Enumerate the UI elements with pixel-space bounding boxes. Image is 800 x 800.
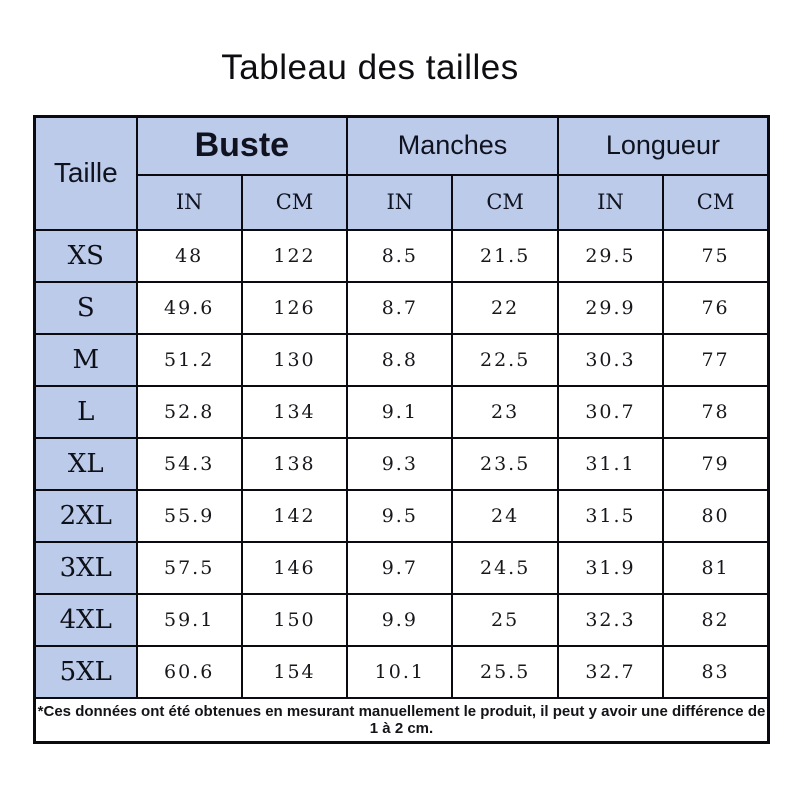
- size-label: XS: [35, 230, 137, 282]
- unit-header-row: [35, 175, 769, 230]
- group-header-row: [35, 117, 769, 175]
- measurement-cell: 60.6: [137, 646, 242, 698]
- measurement-cell: 8.8: [347, 334, 452, 386]
- measurement-cell: 78: [663, 386, 768, 438]
- measurement-cell: 77: [663, 334, 768, 386]
- size-chart-header: [35, 117, 769, 230]
- table-row: [35, 438, 769, 490]
- measurement-cell: 23.5: [452, 438, 557, 490]
- measurement-cell: 8.7: [347, 282, 452, 334]
- table-row: [35, 646, 769, 698]
- measurement-cell: 22.5: [452, 334, 557, 386]
- table-row: [35, 230, 769, 282]
- measurement-cell: 59.1: [137, 594, 242, 646]
- table-row: [35, 282, 769, 334]
- measurement-cell: 80: [663, 490, 768, 542]
- measurement-cell: 32.3: [558, 594, 663, 646]
- size-label: XL: [35, 438, 137, 490]
- measurement-cell: 146: [242, 542, 347, 594]
- measurement-cell: 31.5: [558, 490, 663, 542]
- size-rows: [35, 230, 769, 698]
- unit-header-longueur-cm: CM: [663, 175, 768, 230]
- unit-header-manches-cm: CM: [452, 175, 557, 230]
- measurement-cell: 24.5: [452, 542, 557, 594]
- measurement-cell: 76: [663, 282, 768, 334]
- measurement-cell: 32.7: [558, 646, 663, 698]
- group-header-manches: Manches: [347, 117, 558, 175]
- taille-corner-header: Taille: [35, 117, 137, 230]
- measurement-disclaimer: *Ces données ont été obtenues en mesurant manuellement le produit, il peut y avoir une différence de 1 à 2 cm.: [35, 698, 769, 743]
- size-label: L: [35, 386, 137, 438]
- measurement-cell: 21.5: [452, 230, 557, 282]
- measurement-cell: 83: [663, 646, 768, 698]
- measurement-cell: 54.3: [137, 438, 242, 490]
- size-label: 2XL: [35, 490, 137, 542]
- table-row: [35, 594, 769, 646]
- size-label: 4XL: [35, 594, 137, 646]
- measurement-cell: 9.3: [347, 438, 452, 490]
- measurement-cell: 57.5: [137, 542, 242, 594]
- measurement-cell: 22: [452, 282, 557, 334]
- table-row: [35, 542, 769, 594]
- measurement-cell: 126: [242, 282, 347, 334]
- measurement-cell: 29.9: [558, 282, 663, 334]
- measurement-cell: 51.2: [137, 334, 242, 386]
- measurement-cell: 154: [242, 646, 347, 698]
- size-label: 5XL: [35, 646, 137, 698]
- measurement-cell: 9.9: [347, 594, 452, 646]
- unit-header-buste-cm: CM: [242, 175, 347, 230]
- measurement-cell: 52.8: [137, 386, 242, 438]
- size-chart-footer: [35, 698, 769, 743]
- measurement-cell: 24: [452, 490, 557, 542]
- measurement-cell: 25.5: [452, 646, 557, 698]
- measurement-cell: 31.1: [558, 438, 663, 490]
- measurement-cell: 150: [242, 594, 347, 646]
- footnote-row: [35, 698, 769, 743]
- measurement-cell: 75: [663, 230, 768, 282]
- group-header-longueur: Longueur: [558, 117, 769, 175]
- measurement-cell: 30.7: [558, 386, 663, 438]
- size-label: 3XL: [35, 542, 137, 594]
- measurement-cell: 9.7: [347, 542, 452, 594]
- measurement-cell: 23: [452, 386, 557, 438]
- measurement-cell: 122: [242, 230, 347, 282]
- measurement-cell: 9.1: [347, 386, 452, 438]
- measurement-cell: 134: [242, 386, 347, 438]
- measurement-cell: 9.5: [347, 490, 452, 542]
- size-chart-table: [33, 115, 770, 744]
- unit-header-longueur-in: IN: [558, 175, 663, 230]
- table-row: [35, 334, 769, 386]
- measurement-cell: 30.3: [558, 334, 663, 386]
- measurement-cell: 49.6: [137, 282, 242, 334]
- table-row: [35, 386, 769, 438]
- measurement-cell: 31.9: [558, 542, 663, 594]
- measurement-cell: 130: [242, 334, 347, 386]
- table-row: [35, 490, 769, 542]
- size-label: M: [35, 334, 137, 386]
- page-title: Tableau des tailles: [221, 48, 519, 87]
- unit-header-manches-in: IN: [347, 175, 452, 230]
- measurement-cell: 8.5: [347, 230, 452, 282]
- measurement-cell: 25: [452, 594, 557, 646]
- measurement-cell: 142: [242, 490, 347, 542]
- group-header-buste: Buste: [137, 117, 348, 175]
- measurement-cell: 10.1: [347, 646, 452, 698]
- measurement-cell: 48: [137, 230, 242, 282]
- measurement-cell: 55.9: [137, 490, 242, 542]
- unit-header-buste-in: IN: [137, 175, 242, 230]
- measurement-cell: 29.5: [558, 230, 663, 282]
- measurement-cell: 79: [663, 438, 768, 490]
- size-label: S: [35, 282, 137, 334]
- measurement-cell: 81: [663, 542, 768, 594]
- measurement-cell: 82: [663, 594, 768, 646]
- measurement-cell: 138: [242, 438, 347, 490]
